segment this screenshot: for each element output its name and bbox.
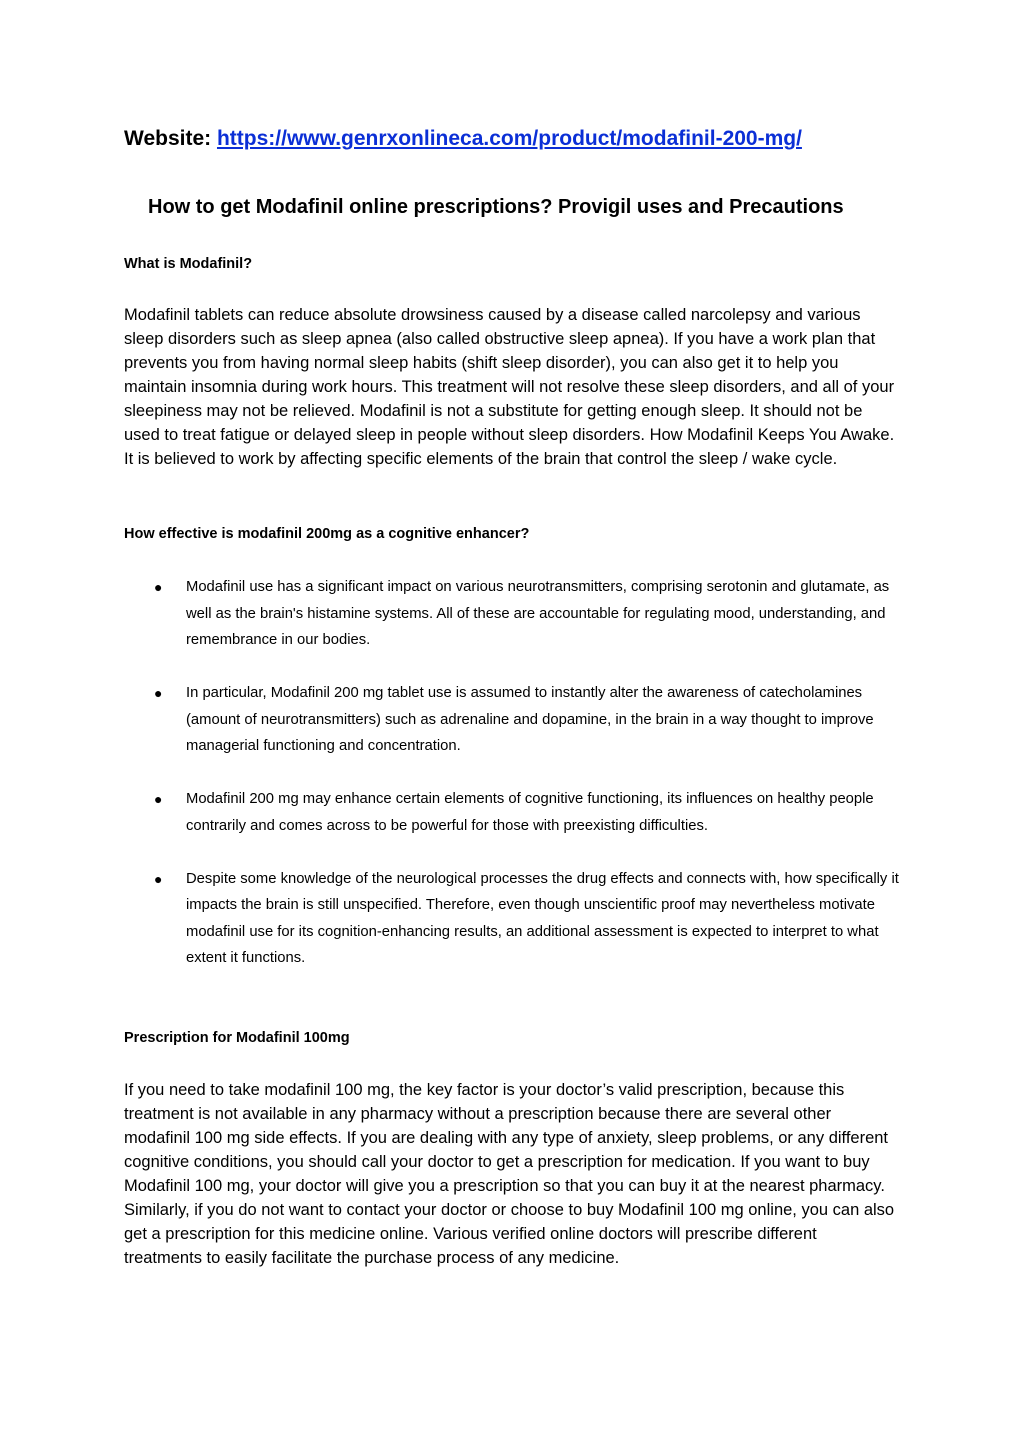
website-line [124,124,802,154]
section-paragraph-what-is: Modafinil tablets can reduce absolute drowsiness caused by a disease called narcolepsy and various sleep disorders such as sleep apnea (also called obstructive sleep apnea). If you have a work plan that prevents you from having normal sleep habits (shift sleep disorder), you can also get it to help you maintain insomnia during work hours. This treatment will not resolve these sleep disorders, and all of your sleepiness may not be relieved. Modafinil is not a substitute for getting enough sleep. It should not be used to treat fatigue or delayed sleep in people without sleep disorders. How Modafinil Keeps You Awake. It is believed to work by affecting specific elements of the brain that control the sleep / wake cycle. [124,306,895,468]
list-item-text: Despite some knowledge of the neurological processes the drug effects and connects with, how specifically it impacts the brain is still unspecified. Therefore, even though unscientific proof may nevertheless motivate modafinil use for its cognition-enhancing results, an additional assessment is expected to interpret to what extent it functions. [186,870,899,966]
list-item [124,680,899,760]
list-item-text: Modafinil use has a significant impact on various neurotransmitters, comprising serotonin and glutamate, as well as the brain's histamine systems. All of these are accountable for regulating mood, understanding, and remembrance in our bodies. [186,579,890,648]
section-heading-what-is: What is Modafinil? [124,256,253,272]
section-paragraph-prescription: If you need to take modafinil 100 mg, the key factor is your doctor’s valid prescription, because this treatment is not available in any pharmacy without a prescription because there are several other modafinil 100 mg side effects. If you are dealing with any type of anxiety, sleep problems, or any different cognitive conditions, you should call your doctor to get a prescription for medication. If you want to buy Modafinil 100 mg, your doctor will give you a prescription so that you can buy it at the nearest pharmacy. Similarly, if you do not want to contact your doctor or choose to buy Modafinil 100 mg online, you can also get a prescription for this medicine online. Various verified online doctors will prescribe different treatments to easily facilitate the purchase process of any medicine. [124,1081,895,1267]
list-item [124,574,899,654]
document-page [124,0,899,1447]
website-label: Website: [124,127,212,150]
page-title: How to get Modafinil online prescriptions? Provigil uses and Precautions [148,196,844,218]
website-link[interactable]: https://www.genrxonlineca.com/product/modafinil-200-mg/ [216,127,802,150]
list-item-text: Modafinil 200 mg may enhance certain elements of cognitive functioning, its influences on healthy people contrarily and comes across to be powerful for those with preexisting difficulties. [186,791,874,834]
bullet-icon: ● [154,870,163,887]
section-heading-prescription: Prescription for Modafinil 100mg [124,1030,350,1046]
bullet-icon: ● [154,791,163,807]
bullet-list [124,574,899,998]
bullet-icon: ● [154,685,163,701]
list-item-text: In particular, Modafinil 200 mg tablet use is assumed to instantly alter the awareness of catecholamines (amount of neurotransmitters) such as adrenaline and dopamine, in the brain in a way thought to improve managerial functioning and concentration. [186,685,874,754]
list-item [124,866,899,972]
section-heading-effectiveness: How effective is modafinil 200mg as a cognitive enhancer? [124,526,530,542]
bullet-icon: ● [154,579,163,595]
list-item [124,786,899,839]
